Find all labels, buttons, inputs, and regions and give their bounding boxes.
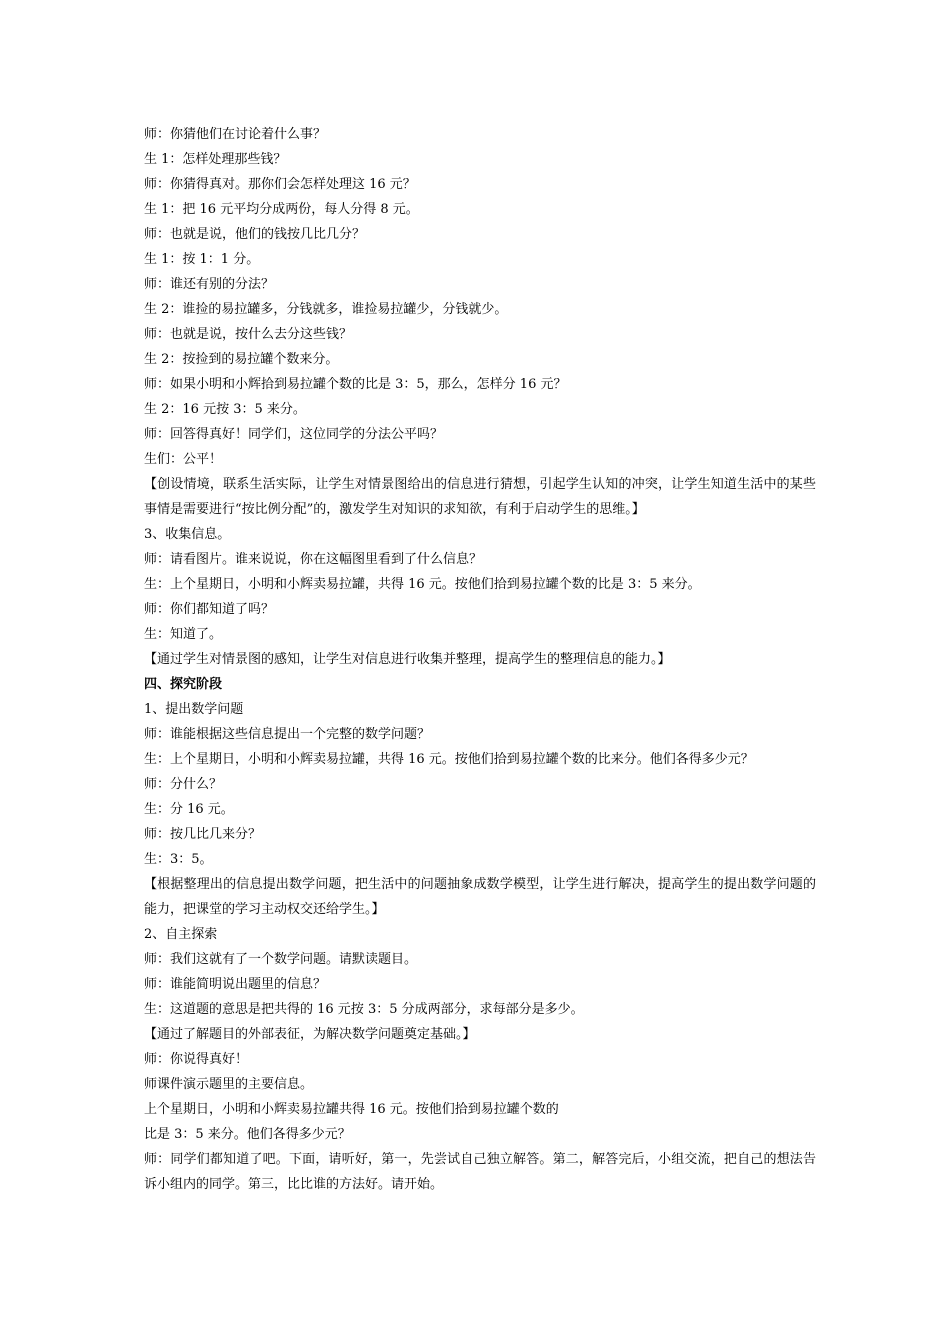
paragraph: 生：分 16 元。: [144, 802, 234, 817]
paragraph: 师：谁能简明说出题里的信息？: [144, 977, 327, 992]
paragraph: 生 1：把 16 元平均分成两份，每人分得 8 元。: [144, 202, 419, 217]
paragraph: 师课件演示题里的主要信息。: [144, 1077, 314, 1092]
paragraph: 师：谁能根据这些信息提出一个完整的数学问题？: [144, 727, 431, 742]
paragraph: 师：谁还有别的分法？: [144, 277, 275, 292]
paragraph: 师：请看图片。谁来说说，你在这幅图里看到了什么信息？: [144, 552, 483, 567]
paragraph: 师：你说得真好！: [144, 1052, 249, 1067]
paragraph: 1、提出数学问题: [144, 702, 244, 717]
paragraph: 生：上个星期日，小明和小辉卖易拉罐，共得 16 元。按他们拾到易拉罐个数的比是 3：5 来分。: [144, 577, 701, 592]
paragraph: 生：知道了。: [144, 627, 223, 642]
paragraph: 师：如果小明和小辉拾到易拉罐个数的比是 3：5，那么，怎样分 16 元？: [144, 377, 567, 392]
paragraph: 生 2：16 元按 3：5 来分。: [144, 402, 306, 417]
paragraph: 师：按几比几来分？: [144, 827, 262, 842]
paragraph: 3、收集信息。: [144, 527, 231, 542]
paragraph: 生 2：按捡到的易拉罐个数来分。: [144, 352, 339, 367]
paragraph: 师：你猜得真对。那你们会怎样处理这 16 元？: [144, 177, 416, 192]
paragraph: 师：同学们都知道了吧。下面，请听好，第一，先尝试自己独立解答。第二，解答完后，小组交流，把自己的想法告诉小组内的同学。第三，比比谁的方法好。请开始。: [144, 1152, 816, 1192]
paragraph: 生 2：谁捡的易拉罐多，分钱就多，谁捡易拉罐少，分钱就少。: [144, 302, 508, 317]
paragraph: 【根据整理出的信息提出数学问题，把生活中的问题抽象成数学模型，让学生进行解决，提高学生的提出数学问题的能力，把课堂的学习主动权交还给学生。】: [144, 877, 816, 917]
paragraph: 师：你猜他们在讨论着什么事？: [144, 127, 327, 142]
paragraph: 师：分什么？: [144, 777, 223, 792]
paragraph: 2、自主探索: [144, 927, 218, 942]
paragraph: 师：也就是说，他们的钱按几比几分？: [144, 227, 366, 242]
paragraph: 生们：公平！: [144, 452, 223, 467]
section-heading: 四、探究阶段: [144, 677, 223, 692]
paragraph: 生 1：按 1：1 分。: [144, 252, 260, 267]
paragraph: 比是 3：5 来分。他们各得多少元？: [144, 1127, 351, 1142]
paragraph: 师：你们都知道了吗？: [144, 602, 275, 617]
paragraph: 【通过了解题目的外部表征，为解决数学问题奠定基础。】: [144, 1027, 476, 1042]
document-body: [144, 122, 816, 1197]
paragraph: 师：回答得真好！同学们，这位同学的分法公平吗？: [144, 427, 444, 442]
paragraph: 【通过学生对情景图的感知，让学生对信息进行收集并整理，提高学生的整理信息的能力。】: [144, 652, 671, 667]
paragraph: 师：也就是说，按什么去分这些钱？: [144, 327, 353, 342]
paragraph: 师：我们这就有了一个数学问题。请默读题目。: [144, 952, 418, 967]
paragraph: 生：3：5。: [144, 852, 213, 867]
paragraph: 【创设情境，联系生活实际，让学生对情景图给出的信息进行猜想，引起学生认知的冲突，让学生知道生活中的某些事情是需要进行“按比例分配”的，激发学生对知识的求知欲，有利于启动学生的思维。】: [144, 477, 816, 517]
paragraph: 生 1：怎样处理那些钱？: [144, 152, 287, 167]
paragraph: 生：这道题的意思是把共得的 16 元按 3：5 分成两部分，求每部分是多少。: [144, 1002, 584, 1017]
paragraph: 生：上个星期日，小明和小辉卖易拉罐，共得 16 元。按他们拾到易拉罐个数的比来分。他们各得多少元？: [144, 752, 754, 767]
paragraph: 上个星期日，小明和小辉卖易拉罐共得 16 元。按他们拾到易拉罐个数的: [144, 1102, 559, 1117]
